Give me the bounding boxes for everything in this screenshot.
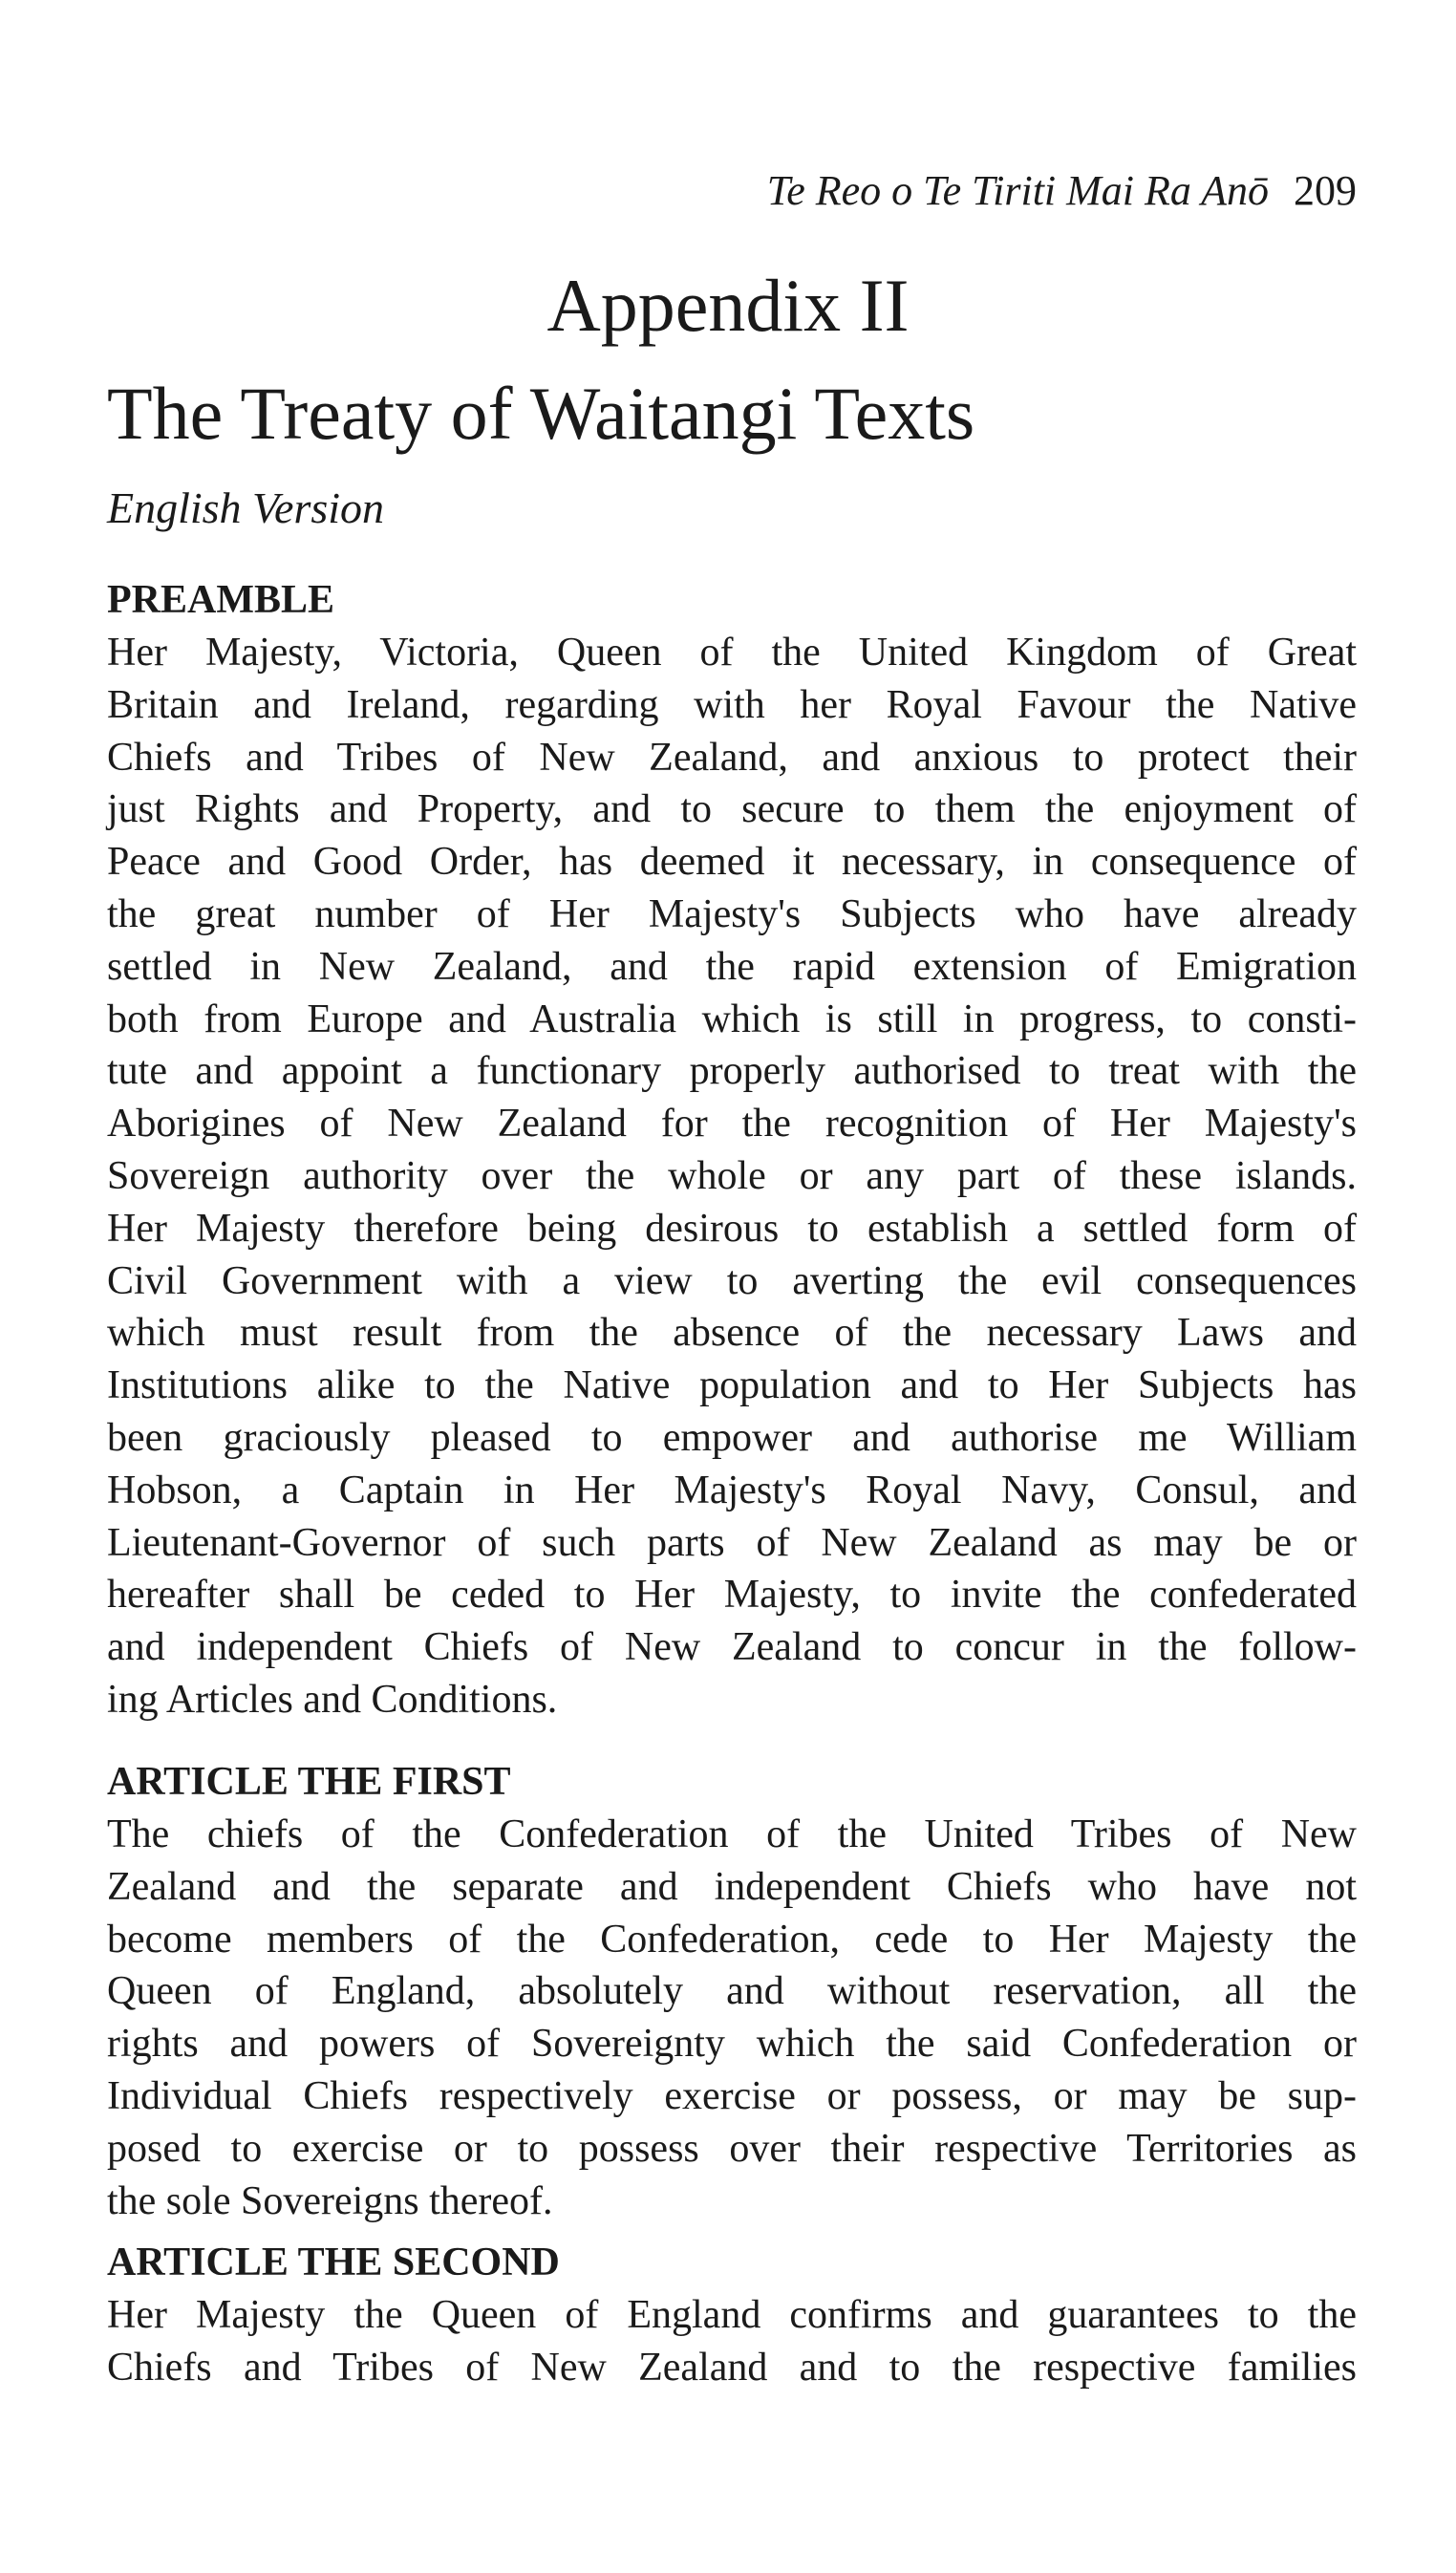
text-line: both from Europe and Australia which is still in progress, to consti- (107, 997, 1357, 1041)
text-line: Peace and Good Order, has deemed it necessary, in consequence of (107, 840, 1357, 885)
section-preamble (107, 573, 1357, 1726)
text-line: Zealand and the separate and independent Chiefs who have not (107, 1864, 1357, 1909)
text-line: been graciously pleased to empower and authorise me William (107, 1415, 1357, 1460)
section-heading: PREAMBLE (107, 578, 335, 622)
text-line: Britain and Ireland, regarding with her Royal Favour the Native (107, 682, 1357, 727)
text-line: Aborigines of New Zealand for the recognition of Her Majesty's (107, 1102, 1357, 1147)
text-line: the great number of Her Majesty's Subjects who have already (107, 891, 1357, 936)
text-line: Civil Government with a view to averting the evil consequences (107, 1258, 1357, 1303)
section-heading: ARTICLE THE FIRST (107, 1760, 511, 1804)
text-line: Her Majesty therefore being desirous to establish a settled form of (107, 1206, 1357, 1251)
version-subtitle: English Version (107, 483, 385, 532)
text-line: Her Majesty, Victoria, Queen of the United Kingdom of Great (107, 631, 1357, 675)
text-line: Sovereign authority over the whole or any part of these islands. (107, 1153, 1357, 1198)
text-line: become members of the Confederation, cede to Her Majesty the (107, 1917, 1357, 1962)
text-line: Chiefs and Tribes of New Zealand, and anxious to protect their (107, 735, 1357, 780)
text-line: Lieutenant-Governor of such parts of New Zealand as may be or (107, 1520, 1357, 1565)
text-line: the sole Sovereigns thereof. (107, 2178, 553, 2223)
text-line: just Rights and Property, and to secure to them the enjoyment of (107, 787, 1357, 832)
text-line: hereafter shall be ceded to Her Majesty, to invite the confederated (107, 1573, 1357, 1618)
section-article-second (107, 2236, 1357, 2394)
text-line: settled in New Zealand, and the rapid extension of Emigration (107, 944, 1357, 989)
text-line: posed to exercise or to possess over their respective Territories as (107, 2126, 1357, 2171)
text-line: Queen of England, absolutely and without reservation, all the (107, 1969, 1357, 2014)
section-article-first (107, 1755, 1357, 2227)
appendix-title: Appendix II (546, 264, 910, 347)
section-body (107, 2289, 1357, 2394)
section-heading: ARTICLE THE SECOND (107, 2241, 560, 2284)
text-line: Institutions alike to the Native population and to Her Subjects has (107, 1363, 1357, 1408)
text-line: tute and appoint a functionary properly authorised to treat with the (107, 1049, 1357, 1094)
text-line: Hobson, a Captain in Her Majesty's Royal Navy, Consul, and (107, 1468, 1357, 1512)
text-line: The chiefs of the Confederation of the United Tribes of New (107, 1812, 1357, 1856)
section-body (107, 1809, 1357, 2227)
text-line: Her Majesty the Queen of England confirms and guarantees to the (107, 2293, 1357, 2337)
main-title: The Treaty of Waitangi Texts (107, 372, 975, 455)
text-line: and independent Chiefs of New Zealand to concur in the follow- (107, 1625, 1357, 1670)
section-body (107, 627, 1357, 1726)
running-head-title: Te Reo o Te Tiriti Mai Ra Anō (766, 167, 1269, 214)
running-head (105, 164, 1357, 218)
text-line: which must result from the absence of the necessary Laws and (107, 1311, 1357, 1356)
text-line: Chiefs and Tribes of New Zealand and to the respective families (107, 2345, 1357, 2390)
page-number: 209 (1294, 167, 1357, 214)
text-line: ing Articles and Conditions. (107, 1677, 558, 1722)
text-line: rights and powers of Sovereignty which the said Confederation or (107, 2022, 1357, 2067)
text-line: Individual Chiefs respectively exercise or possess, or may be sup- (107, 2073, 1357, 2118)
